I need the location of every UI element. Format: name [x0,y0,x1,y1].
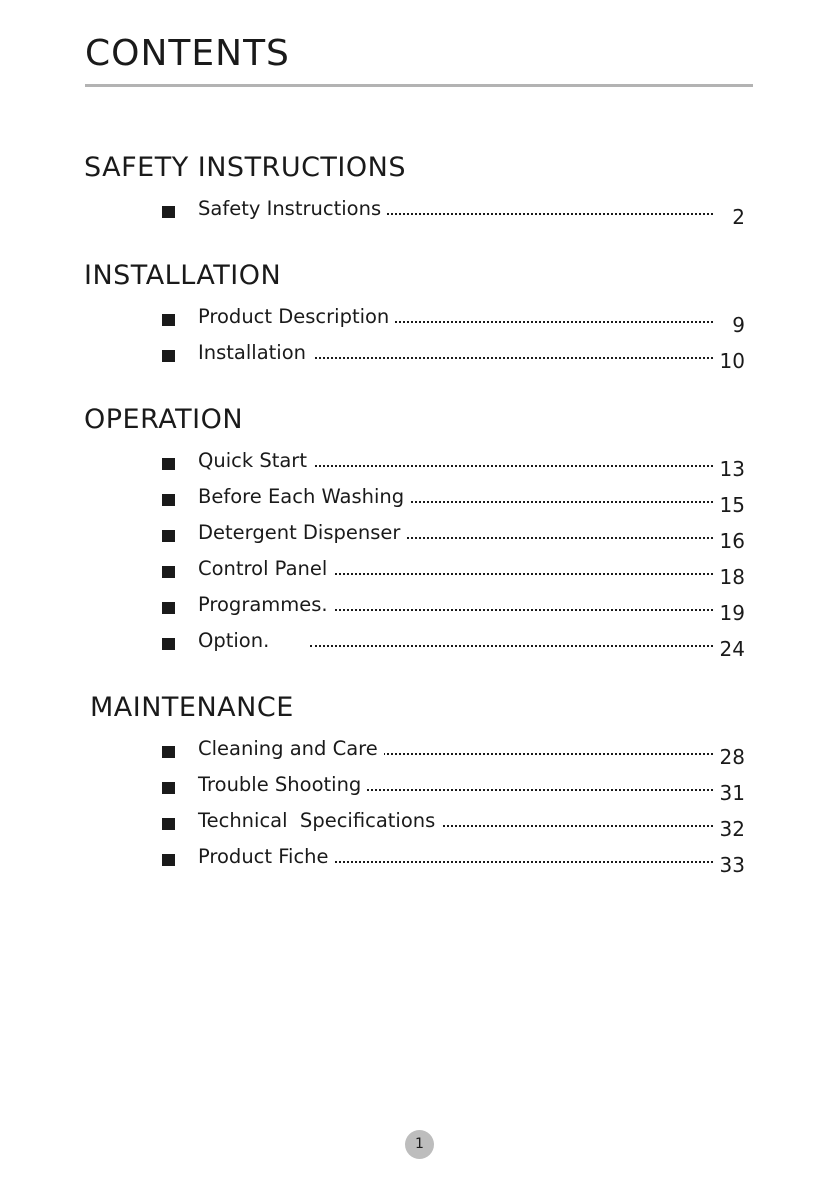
toc-entry-label: Cleaning and Care [198,736,384,762]
toc-entry-product-fiche[interactable] [160,842,745,878]
square-bullet-icon [162,350,175,362]
section-heading-maintenance: MAINTENANCE [90,692,294,723]
toc-entry-installation[interactable] [160,338,745,374]
toc-entry-page: 19 [719,601,745,625]
toc-entry-cleaning-and-care[interactable] [160,734,745,770]
toc-entry-trouble-shooting[interactable] [160,770,745,806]
square-bullet-icon [162,854,175,866]
section-heading-safety: SAFETY INSTRUCTIONS [84,152,406,183]
dot-leader [310,645,713,647]
toc-entry-label: Control Panel [198,556,333,582]
dot-leader [310,789,713,791]
toc-entry-label: Programmes. [198,592,334,618]
toc-entry-page: 33 [719,853,745,877]
dot-leader [310,609,713,611]
square-bullet-icon [162,494,175,506]
section-heading-operation: OPERATION [84,404,244,435]
square-bullet-icon [162,746,175,758]
toc-entry-page: 2 [732,205,745,229]
toc-entry-page: 24 [719,637,745,661]
square-bullet-icon [162,566,175,578]
toc-entry-page: 28 [719,745,745,769]
toc-entry-page: 13 [719,457,745,481]
toc-entry-label: Detergent Dispenser [198,520,406,546]
toc-entry-label: Quick Start [198,448,313,474]
square-bullet-icon [162,458,175,470]
dot-leader [310,573,713,575]
dot-leader [310,861,713,863]
toc-entry-page: 18 [719,565,745,589]
section-heading-installation: INSTALLATION [84,260,282,291]
toc-entry-detergent-dispenser[interactable] [160,518,745,554]
toc-entry-technical-specifications[interactable] [160,806,745,842]
page-title: CONTENTS [85,33,290,74]
toc-entry-page: 10 [719,349,745,373]
page-number-badge: 1 [405,1130,434,1159]
square-bullet-icon [162,782,175,794]
dot-leader [310,465,713,467]
toc-entry-page: 9 [732,313,745,337]
square-bullet-icon [162,818,175,830]
toc-entry-safety-instructions[interactable] [160,194,745,230]
title-divider [85,84,753,87]
toc-entry-page: 15 [719,493,745,517]
toc-entry-quick-start[interactable] [160,446,745,482]
toc-entry-option[interactable] [160,626,745,662]
toc-entry-programmes[interactable] [160,590,745,626]
toc-entry-label: Product Description [198,304,395,330]
square-bullet-icon [162,638,175,650]
square-bullet-icon [162,206,175,218]
toc-entry-label: Trouble Shooting [198,772,367,798]
dot-leader [310,357,713,359]
toc-entry-page: 31 [719,781,745,805]
toc-entry-label: Product Fiche [198,844,335,870]
toc-entry-label: Technical Specifications [198,808,441,834]
toc-entry-page: 16 [719,529,745,553]
toc-entry-product-description[interactable] [160,302,745,338]
toc-entry-label: Installation [198,340,312,366]
toc-entry-label: Before Each Washing [198,484,410,510]
toc-entry-control-panel[interactable] [160,554,745,590]
toc-entry-before-each-washing[interactable] [160,482,745,518]
toc-entry-label: Option. [198,628,275,654]
square-bullet-icon [162,602,175,614]
toc-entry-label: Safety Instructions [198,196,387,222]
square-bullet-icon [162,314,175,326]
square-bullet-icon [162,530,175,542]
toc-entry-page: 32 [719,817,745,841]
